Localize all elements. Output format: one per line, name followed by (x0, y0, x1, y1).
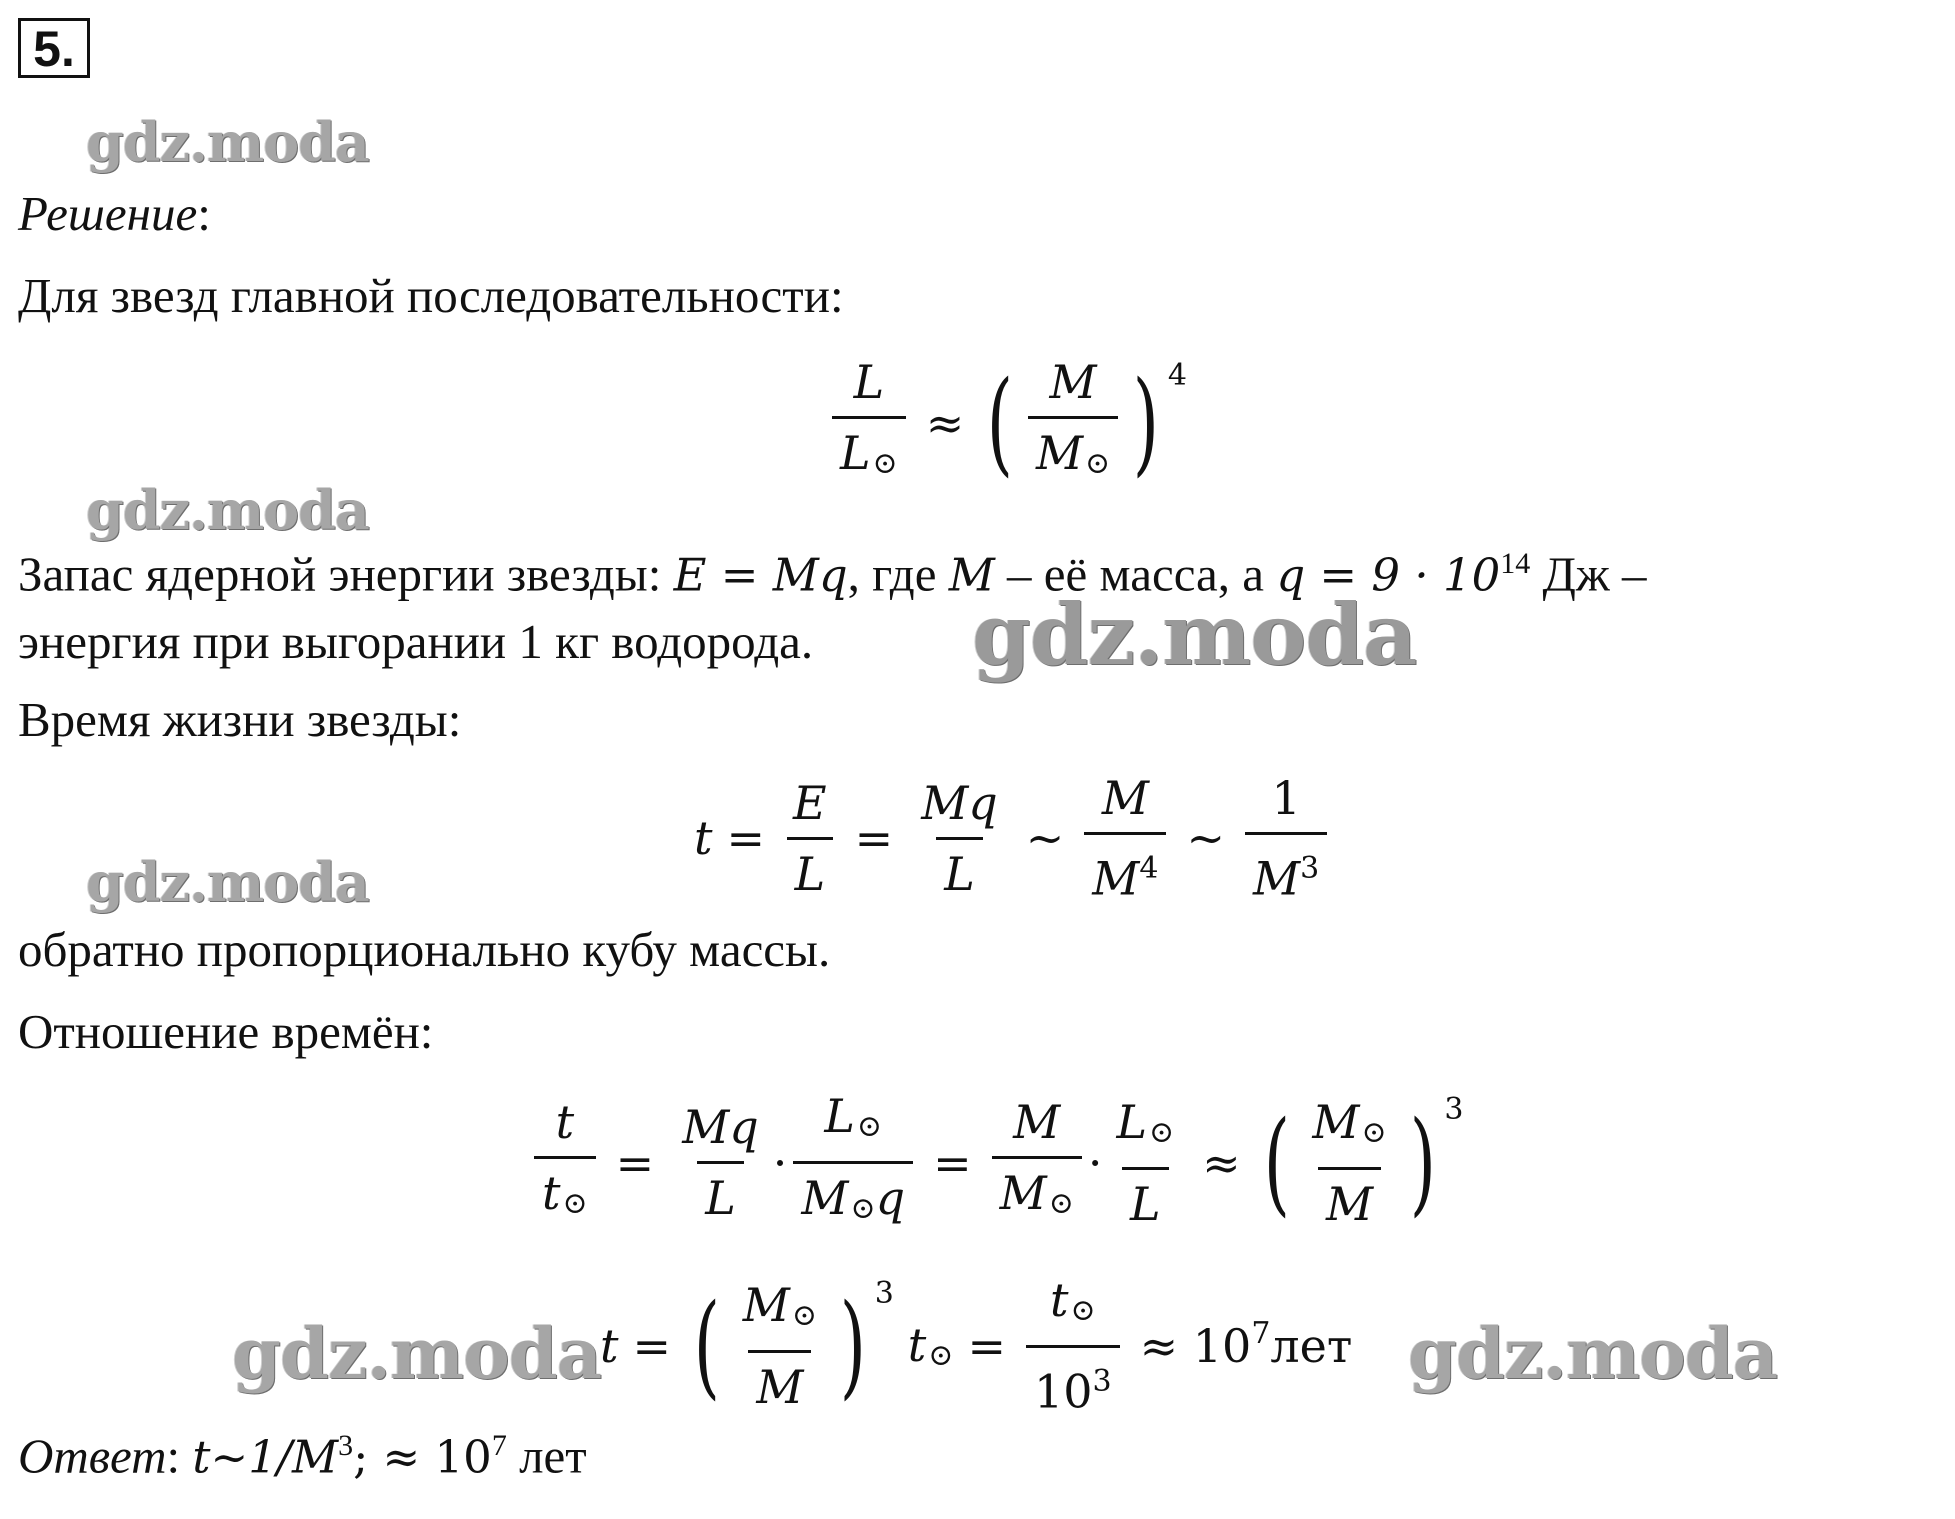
watermark: gdz.moda (86, 850, 369, 914)
text-line-time-ratio: Отношение времён: (18, 1004, 434, 1059)
text-line-lifetime: Время жизни звезды: (18, 692, 462, 747)
watermark: gdz.moda (1408, 1312, 1778, 1395)
formula-luminosity-mass: $\frac{L}{L⊙}$ ≈ ( $\frac{M}{M⊙}$ ) 4 (826, 354, 1187, 492)
formula-lifetime: t = $\frac{E}{L}$ = $\frac{Mq}{L}$ ~ $\frac{M}{M^4}$ ~ $\frac{1}{M^3}$ (694, 770, 1333, 906)
fraction: $\frac{t}{t⊙}$ (534, 1094, 596, 1232)
fraction: $\frac{M}{M⊙}$ (992, 1094, 1082, 1232)
fraction: $\frac{1}{M^3}$ (1245, 770, 1327, 906)
fraction: $\frac{M}{M⊙}$ (1028, 354, 1118, 492)
watermark: gdz.moda (972, 585, 1417, 684)
solution-label: Решение (18, 186, 198, 241)
watermark: gdz.moda (86, 478, 369, 542)
text-line-hydrogen: энергия при выгорании 1 кг водорода. (18, 614, 814, 669)
fraction: $\frac{M⊙}{M}$ (1312, 1094, 1387, 1231)
answer-line: Ответ: $t\sim 1/M^3$; ≈ $10^7$ лет (18, 1428, 587, 1484)
watermark: gdz.moda (232, 1312, 602, 1395)
fraction: $\frac{Mq}{L}$ (921, 775, 998, 901)
fraction: $\frac{Mq}{L}$ (682, 1100, 759, 1225)
text-line-main-sequence: Для звезд главной последовательности: (18, 268, 844, 323)
fraction: $\frac{t⊙}{10^3}$ (1026, 1272, 1120, 1419)
formula-final-time: t = ( $\frac{M⊙}{M}$ ) 3 t⊙ = $\frac{t⊙}{10^3}$ ≈ 10 $^7$ лет (600, 1273, 1353, 1419)
formula-time-ratio: $\frac{t}{t⊙}$ = $\frac{Mq}{L}$ · $\frac{L⊙}{M⊙q}$ = $\frac{M}{M⊙}$ · $\frac{L⊙}{L}$ ≈ ( $\frac{M⊙}{M}$ ) 3 (528, 1088, 1463, 1237)
fraction: $\frac{M}{M^4}$ (1084, 770, 1166, 906)
text-line-inverse: обратно пропорционально кубу массы. (18, 922, 831, 977)
watermark: gdz.moda (86, 110, 369, 174)
fraction: $\frac{L⊙}{L}$ (1116, 1094, 1175, 1231)
fraction: $\frac{E}{L}$ (785, 775, 835, 902)
fraction: $\frac{L⊙}{M⊙q}$ (793, 1088, 913, 1237)
answer-label: Ответ (18, 1428, 167, 1484)
fraction: $\frac{L}{L⊙}$ (832, 354, 906, 492)
text-line-nuclear-energy: Запас ядерной энергии звезды: E = Mq, где M – её масса, а $q = 9 \cdot 10^{14}$ Дж – (18, 546, 1647, 602)
problem-number: 5. (18, 18, 90, 78)
solution-heading: Решение: (18, 186, 211, 241)
fraction: $\frac{M⊙}{M}$ (742, 1277, 817, 1414)
